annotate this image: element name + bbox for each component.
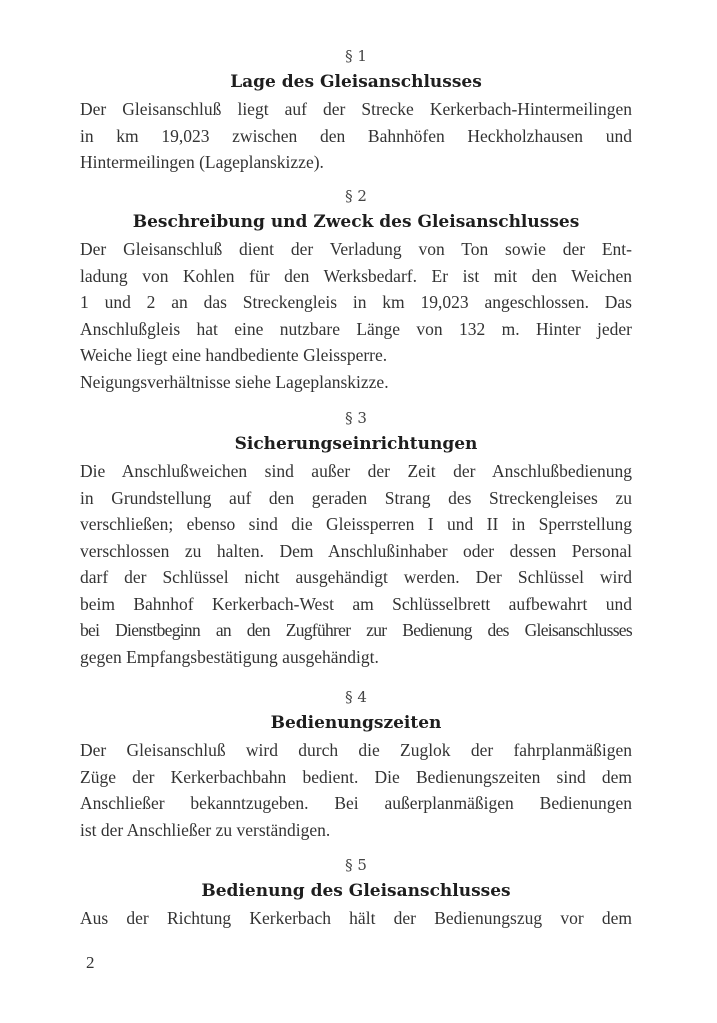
section-heading: Bedienung des Gleisanschlusses [201, 881, 511, 901]
text-line: in km 19,023 zwischen den Bahnhöfen Heckholzhausen und [80, 125, 632, 146]
text-line: Der Gleisanschluß wird durch die Zuglok der fahrplanmäßigen [80, 740, 632, 760]
text-line: 1 und 2 an das Streckengleis in km 19,023 angeschlossen. Das [80, 292, 632, 312]
section-4 [80, 685, 632, 843]
text-line: ist der Anschließer zu verständigen. [80, 819, 331, 840]
text-line: ladung von Kohlen für den Werksbedarf. Er ist mit den Weichen [80, 265, 632, 286]
section-heading: Sicherungseinrichtungen [234, 434, 478, 454]
text-line: Züge der Kerkerbachbahn bedient. Die Bedienungszeiten sind dem [80, 766, 632, 787]
section-3 [80, 406, 632, 670]
section-5 [80, 853, 632, 932]
text-line: Anschlußgleis hat eine nutzbare Länge von 132 m. Hinter jeder [80, 318, 632, 339]
text-line: in Grundstellung auf den geraden Strang des Streckengleises zu [80, 487, 632, 508]
paragraph-number: § 1 [345, 47, 367, 65]
paragraph-number: § 5 [345, 856, 367, 874]
page-number: 2 [86, 953, 95, 972]
text-line: Weiche liegt eine handbediente Gleissperre. [80, 345, 388, 365]
text-line: beim Bahnhof Kerkerbach-West am Schlüsselbrett aufbewahrt und [80, 593, 632, 614]
section-body [80, 96, 632, 176]
paragraph-number: § 3 [345, 409, 367, 427]
paragraph-number: § 4 [345, 688, 367, 706]
text-line: Aus der Richtung Kerkerbach hält der Bedienungszug vor dem [80, 908, 632, 928]
text-line: Anschließer bekanntzugeben. Bei außerplanmäßigen Bedienungen [80, 793, 632, 813]
text-line: Der Gleisanschluß dient der Verladung von Ton sowie der Ent- [80, 239, 632, 259]
section-body [80, 905, 632, 932]
paragraph-number: § 2 [345, 187, 367, 205]
text-line: verschlossen zu halten. Dem Anschlußinhaber oder dessen Personal [80, 540, 632, 561]
text-line: Der Gleisanschluß liegt auf der Strecke Kerkerbach-Hintermeilingen [80, 99, 632, 119]
section-heading: Lage des Gleisanschlusses [230, 72, 482, 92]
text-line: gegen Empfangsbestätigung ausgehändigt. [80, 646, 379, 667]
section-2 [80, 184, 632, 395]
section-heading: Bedienungszeiten [270, 713, 442, 733]
text-line: Neigungsverhältnisse siehe Lageplanskizze. [80, 371, 389, 392]
text-line: verschließen; ebenso sind die Gleissperren I und II in Sperrstellung [80, 514, 632, 534]
section-body [80, 236, 632, 395]
text-line: Die Anschlußweichen sind außer der Zeit der Anschlußbedienung [80, 461, 632, 481]
section-body [80, 737, 632, 843]
section-body [80, 458, 632, 670]
text-line: darf der Schlüssel nicht ausgehändigt werden. Der Schlüssel wird [80, 567, 632, 587]
section-1 [80, 44, 632, 176]
text-line: bei Dienstbeginn an den Zugführer zur Bedienung des Gleisanschlusses [80, 620, 632, 640]
text-line: Hintermeilingen (Lageplanskizze). [80, 152, 324, 172]
section-heading: Beschreibung und Zweck des Gleisanschlusses [132, 212, 580, 232]
